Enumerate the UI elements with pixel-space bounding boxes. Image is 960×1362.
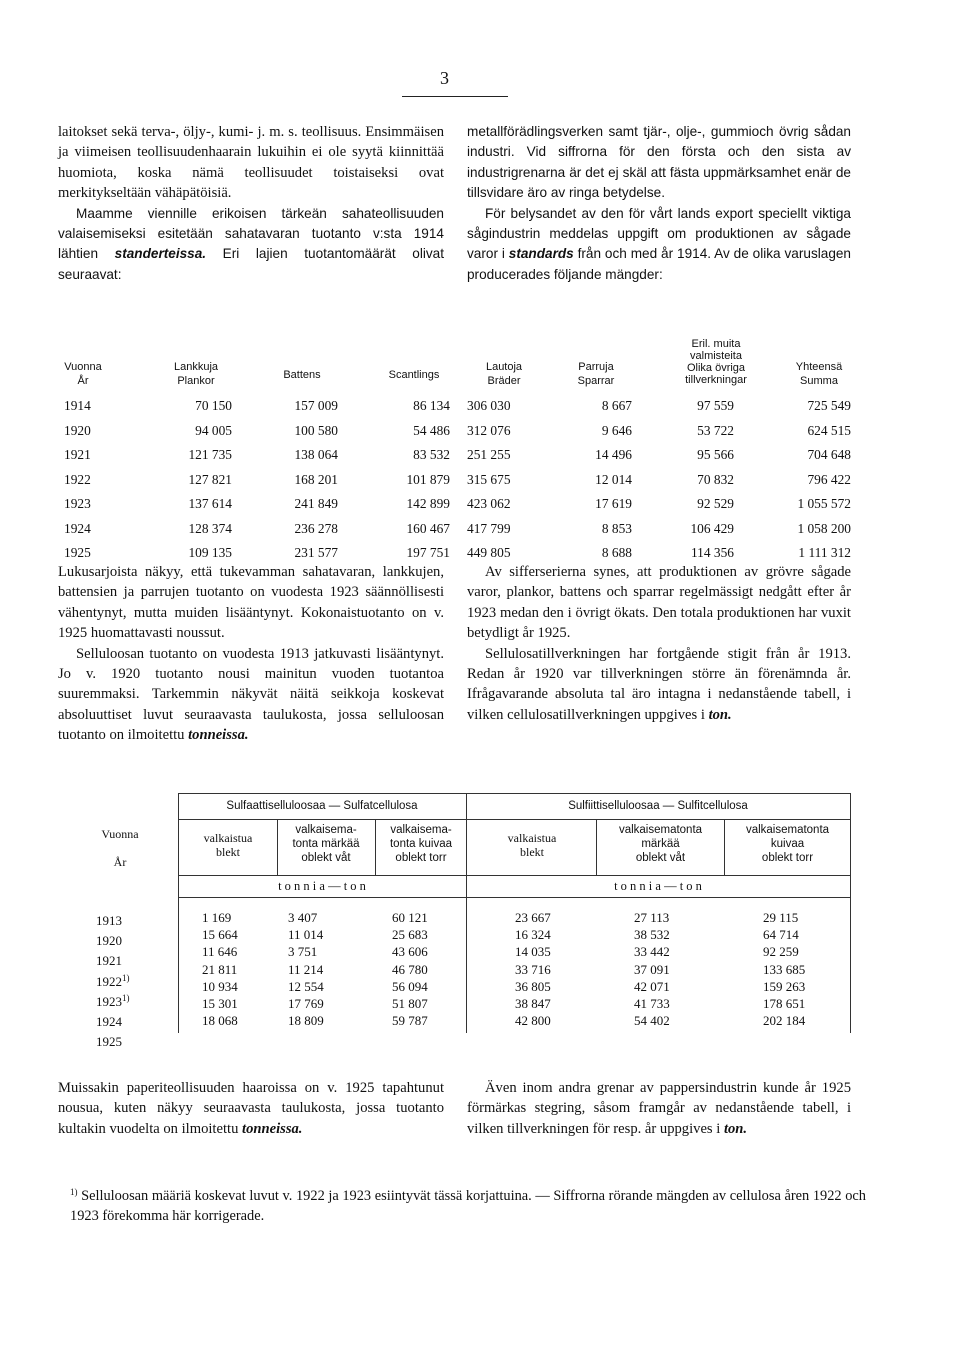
left-sawmill-text-end: Eri lajien tuotantomäärät olivat seuraavat:: [58, 246, 444, 282]
sulphate-group-title: Sulfaattiselluloosaa — Sulfatcellulosa: [226, 800, 418, 812]
right-intro-block: [467, 122, 851, 285]
col-header-spars: Parruja Sparrar: [577, 361, 615, 387]
sawn-timber-table: [60, 338, 851, 560]
right-sawmill-paragraph: [467, 204, 851, 286]
left-intro-paragraph: laitokset sekä terva-, öljy-, kumi- j. m. s. teollisuus. Ensimmäisen ja viimeisen teollisuudenhaarain lukuihin ei ole syytä kiinnittää huomiota, koska nämä teollisuudet toistaiseksi ovat merkitykseltään vähäpätöisiä.: [58, 124, 444, 202]
sulphate-unbleached-dry-header: valkaisema- tonta kuivaa oblekt torr: [389, 824, 452, 864]
sulphite-group-title: Sulfiittiselluloosaa — Sulfitcellulosa: [568, 800, 748, 812]
col-scantlings: 86 134 54 486 83 532 101 879 142 899 160 467 197 751: [406, 398, 450, 560]
right-intro-paragraph: metallförädlingsverken samt tjär-, olje-, gummioch övrig sådan industri. Vid siffrorna för den första och den sista av industrigrenarna är det ej skäl att fästa uppmärksamhet enär de tillsvidare äro av ringa betydelse.: [467, 124, 851, 201]
cellulose-table: [60, 793, 850, 1050]
footnote-mark: 1): [70, 1187, 78, 1197]
right-bottom-unit: ton.: [723, 1120, 748, 1137]
page-number-rule: [402, 96, 508, 97]
year-header: Vuonna År: [101, 827, 139, 869]
sulphite-bleached-header: valkaistua blekt: [507, 831, 557, 859]
col-header-boards: Lautoja Bräder: [485, 361, 523, 387]
sulphate-unbleached-wet-header: valkaisema- tonta märkää oblekt våt: [292, 824, 360, 864]
col-sulphite-unbleached-dry: 29 115 64 714 92 259 133 685 159 263 178 651 202 184: [763, 910, 806, 1029]
col-header-year: Vuonna År: [64, 361, 102, 387]
left-intro-block: [58, 122, 444, 285]
sulphite-unbleached-dry-header: valkaisematonta kuivaa oblekt torr: [745, 824, 830, 864]
table-top-rule: [178, 793, 850, 794]
left-middle-text: Selluloosan tuotanto on vuodesta 1913 jatkuvasti lisääntynyt. Jo v. 1920 tuotanto nousi mainitun vuoden tuotantoa suuremmaksi. Tarkemmin näkyvät näitä seikkoja koskevat absoluuttiset luvut seuraavasta taulukosta, jossa selluloosan tuotanto on ilmoitettu: [58, 645, 444, 744]
right-middle-paragraph-1: Av sifferserierna synes, att produktionen av grövre sågade varor, plankor, battens och sparrar regelmässigt nedgått efter år 1923 medan den i övrigt ökats. Den totala produktionen har vuxit betydligt år 1925.: [467, 564, 851, 642]
col-sulphite-bleached: 23 667 16 324 14 035 33 716 36 805 38 847 42 800: [515, 910, 551, 1029]
col-planks: 70 150 94 005 121 735 127 821 137 614 128 374 109 135: [188, 398, 232, 560]
right-sawmill-text-end: från och med år 1914. Av de olika varuslagen producerades följande mängder:: [467, 246, 851, 282]
table-rule: [178, 793, 179, 1033]
sulphite-unbleached-wet-header: valkaisematonta märkää oblekt våt: [618, 824, 703, 864]
right-bottom-block: [467, 1078, 851, 1139]
col-header-scantlings: Scantlings: [388, 369, 440, 381]
right-sawmill-unit: standards: [508, 246, 574, 262]
col-battens: 157 009 100 580 138 064 168 201 241 849 236 278 231 577: [294, 398, 338, 560]
table-rule: [466, 793, 467, 1033]
col-header-battens: Battens: [283, 369, 321, 381]
col-other: 97 559 53 722 95 566 70 832 92 529 106 429 114 356: [690, 398, 734, 560]
col-header-total: Yhteensä Summa: [795, 361, 843, 387]
col-sulphate-bleached: 1 169 15 664 11 646 21 811 10 934 15 301 18 068: [202, 910, 238, 1029]
right-sawmill-text: För belysandet av den för vårt lands export speciellt viktiga sågindustrin meddelas uppgift om produktionen av sågade varor i: [467, 205, 851, 262]
col-total: 725 549 624 515 704 648 796 422 1 055 572 1 058 200 1 111 312: [797, 398, 851, 560]
footnote: [70, 1182, 870, 1227]
col-header-planks: Lankkuja Plankor: [173, 361, 219, 387]
col-spars: 8 667 9 646 14 496 12 014 17 619 8 853 8 688: [595, 398, 632, 560]
right-middle-unit: ton.: [708, 706, 732, 723]
right-bottom-text: Även inom andra grenar av pappersindustrin kunde år 1925 förmärkas stegring, såsom framgår av nedanstående tabell, i vilken tillverkningen för resp. år uppgives i: [467, 1080, 851, 1137]
col-years: 1914 1920 1921 1922 1923 1924 1925: [64, 398, 91, 560]
unit-label-sulphite: t o n n i a — t o n: [614, 879, 702, 893]
page-number: 3: [440, 68, 449, 88]
left-middle-unit: tonneissa.: [188, 727, 249, 744]
col-sulphate-unbleached-dry: 60 121 25 683 43 606 46 780 56 094 51 807 59 787: [392, 910, 428, 1029]
right-middle-text: Sellulosatillverkningen har fortgående stigit från år 1913. Redan år 1920 var tillverkningen större än förenämnda år. Ifrågavarande absoluta tal äro intagna i nedanstående tabell, i vilken cellulosatillverkningen uppgives i: [467, 645, 851, 723]
table-header-bottom-rule: [178, 897, 850, 898]
footnote-marker: 1): [122, 972, 130, 983]
table-unit-rule: [178, 875, 850, 876]
left-bottom-paragraph: [58, 1078, 444, 1139]
col-years: 1913 1920 1921 1922$^{1)}$ 1923$^{1)}$ 1924 1925: [96, 913, 130, 1050]
table-rule: [850, 793, 851, 1033]
col-header-other: Eril. muita valmisteita Olika övriga tillverkningar: [685, 338, 747, 386]
unit-label-sulphate: t o n n i a — t o n: [278, 879, 366, 893]
table-group-rule: [178, 819, 850, 820]
col-sulphite-unbleached-wet: 27 113 38 532 33 442 37 091 42 071 41 733 54 402: [634, 910, 670, 1029]
col-sulphate-unbleached-wet: 3 407 11 014 3 751 11 214 12 554 17 769 18 809: [288, 910, 324, 1029]
left-middle-paragraph-2: [58, 644, 444, 746]
left-middle-block: [58, 562, 444, 746]
footnote-marker: 1): [122, 992, 130, 1003]
right-middle-block: [467, 562, 851, 725]
footnote-text: Selluloosan määriä koskevat luvut v. 1922 ja 1923 esiintyvät tässä korjattuina. — Siffrorna rörande mängden av cellulosa åren 1922 och 1923 förekomma här korrigerade.: [70, 1188, 866, 1225]
left-bottom-block: [58, 1078, 444, 1139]
left-bottom-unit: tonneissa.: [242, 1120, 303, 1137]
left-sawmill-paragraph: [58, 204, 444, 286]
right-middle-paragraph-2: [467, 644, 851, 726]
right-bottom-paragraph: [467, 1078, 851, 1139]
left-sawmill-unit: standerteissa.: [114, 246, 207, 262]
col-boards: 306 030 312 076 251 255 315 675 423 062 417 799 449 805: [467, 398, 511, 560]
sulphate-bleached-header: valkaistua blekt: [203, 831, 253, 859]
left-middle-paragraph-1: Lukusarjoista näkyy, että tukevamman sahatavaran, lankkujen, battensien ja parrujen tuotanto on vuodesta 1923 säännöllisesti vähentynyt, mutta muiden lisääntynyt. Kokonaistuotanto on v. 1925 huomattavasti noussut.: [58, 564, 444, 642]
left-bottom-text: Muissakin paperiteollisuuden haaroissa on v. 1925 tapahtunut nousua, kuten näkyy seuraavasta taulukosta, jossa tuotanto kultakin vuodelta on ilmoitettu: [58, 1080, 444, 1137]
left-sawmill-text: Maamme viennille erikoisen tärkeän sahateollisuuden valaisemiseksi esitetään sahatavaran tuotanto v:sta 1914 lähtien: [58, 205, 444, 262]
